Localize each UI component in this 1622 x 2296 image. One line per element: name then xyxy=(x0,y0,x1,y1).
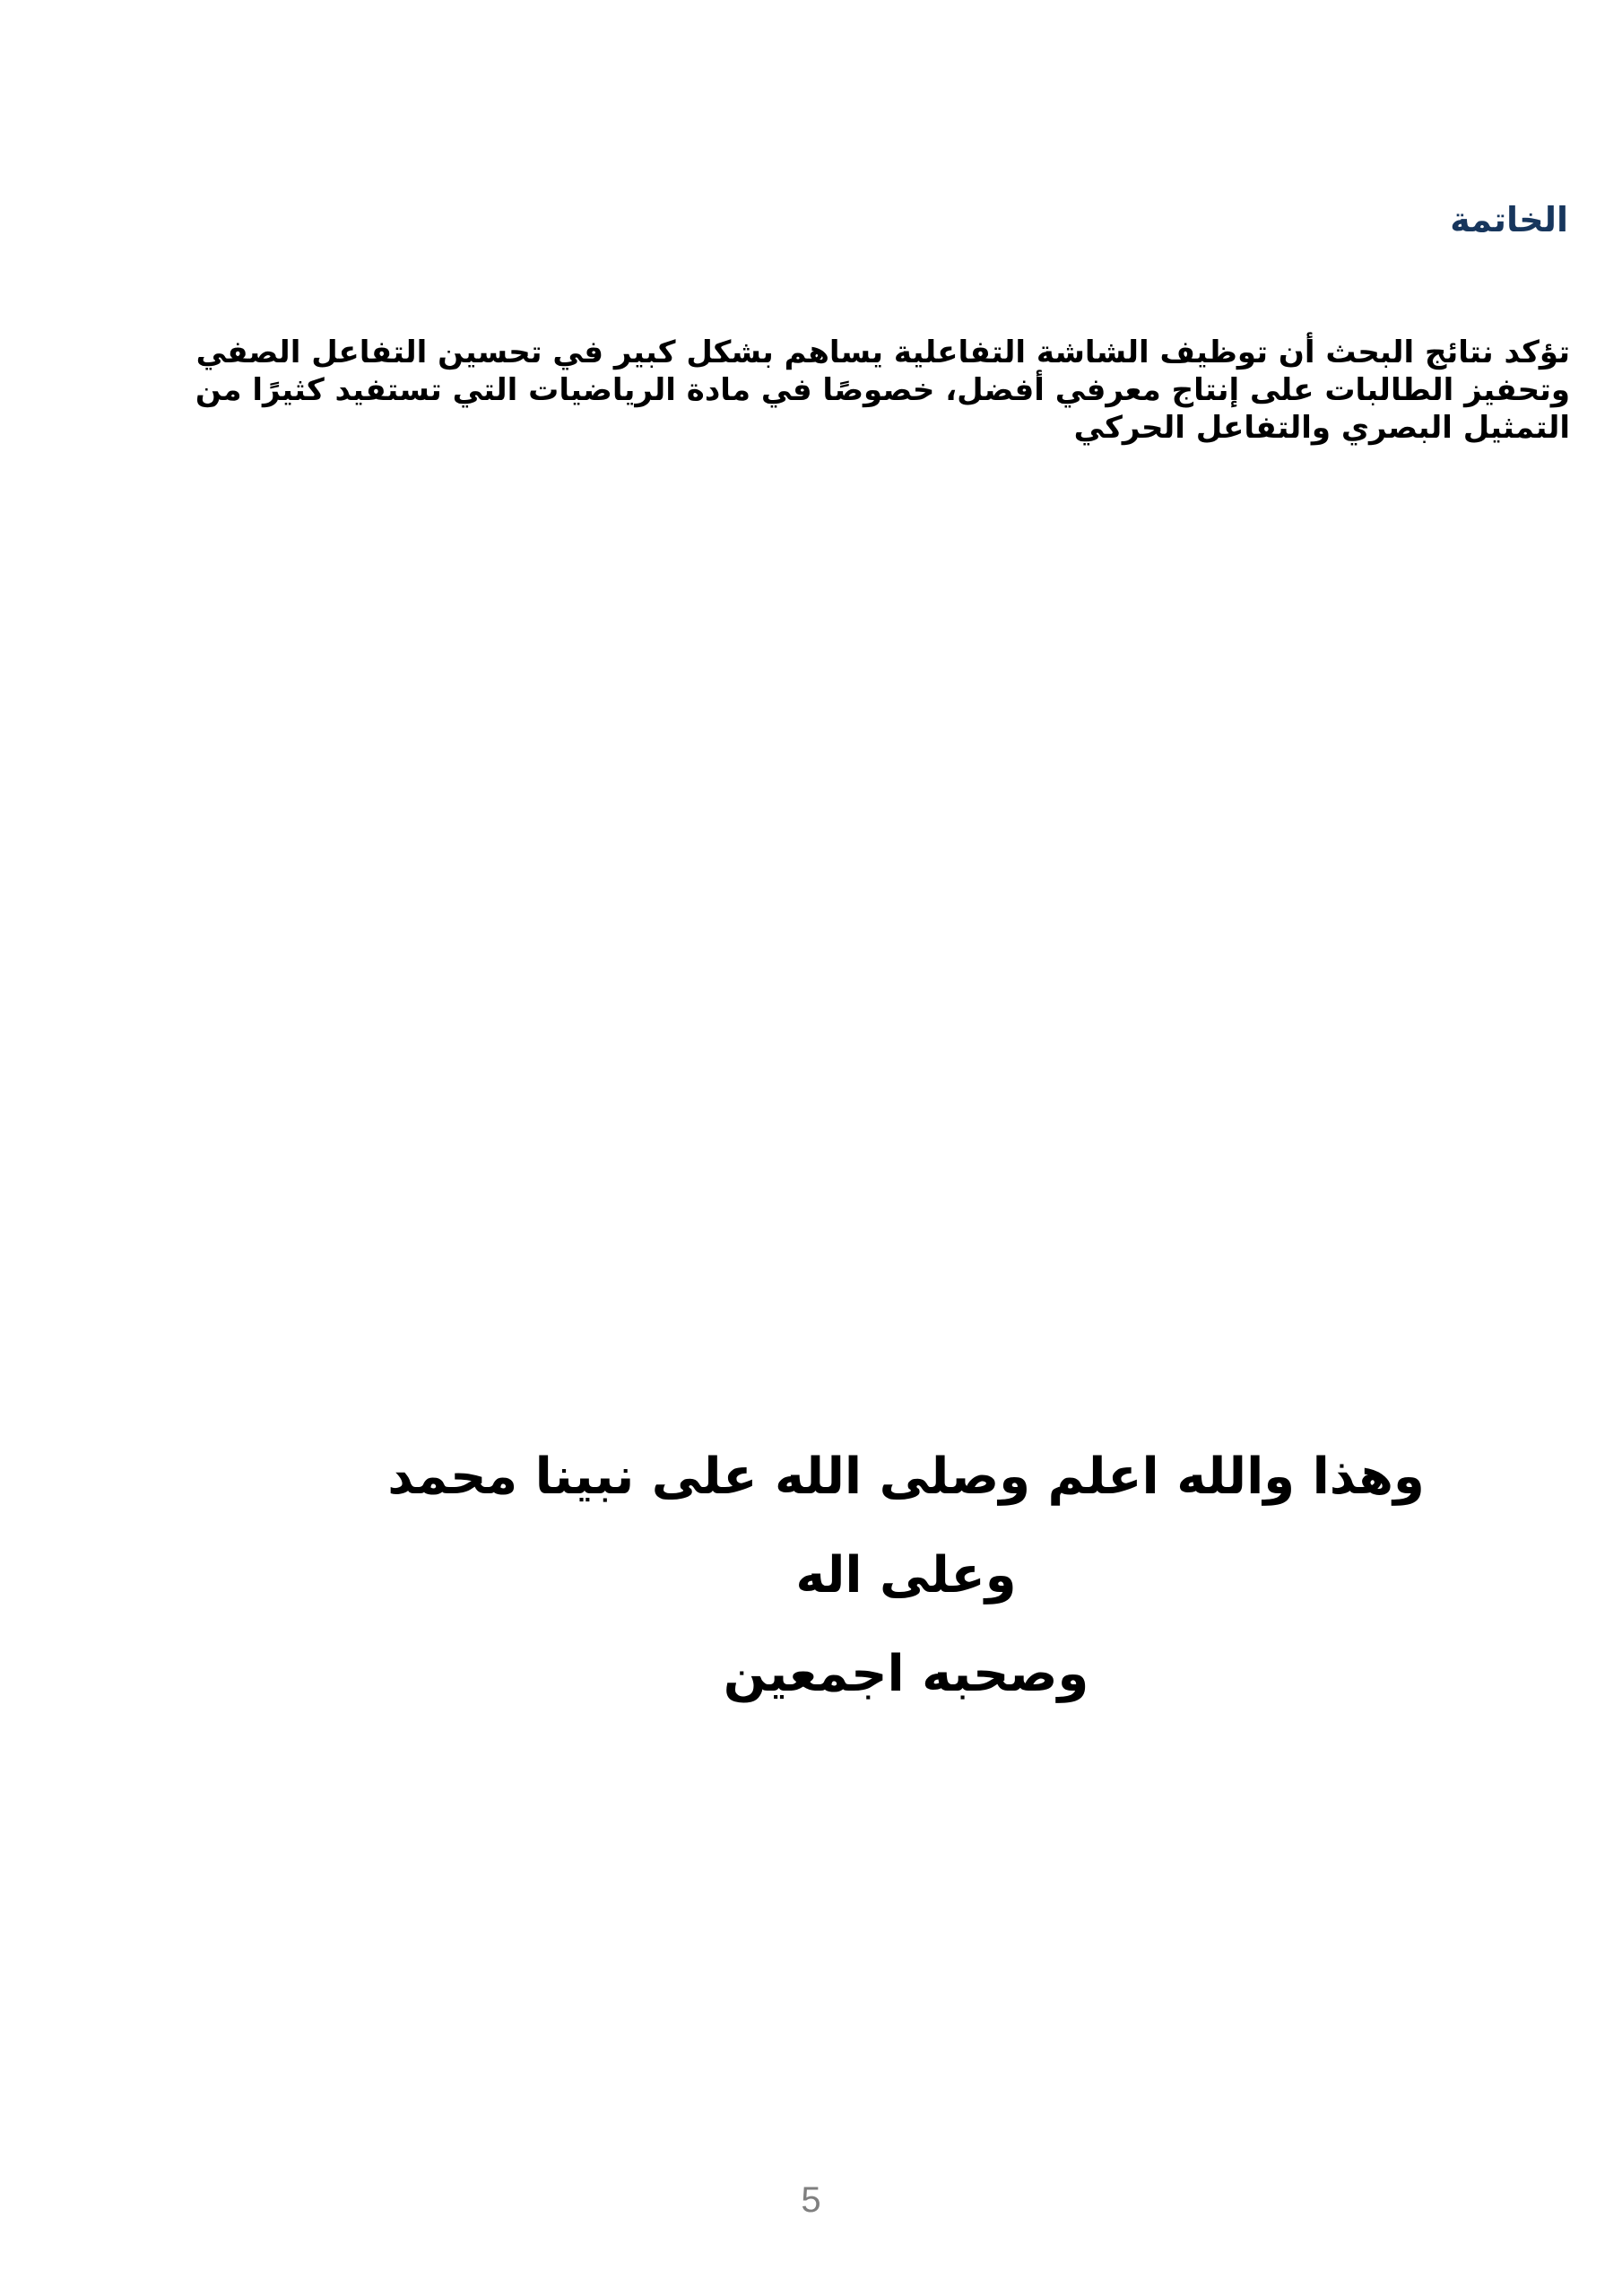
conclusion-heading: الخاتمة xyxy=(1450,200,1568,239)
conclusion-paragraph: تؤكد نتائج البحث أن توظيف الشاشة التفاعلية يساهم بشكل كبير في تحسين التفاعل الصفي وتحفيز الطالبات على إنتاج معرفي أفضل، خصوصًا في مادة الرياضيات التي تستفيد كثيرًا من التمثيل البصري والتفاعل الحركي xyxy=(195,335,1570,446)
closing-prayer xyxy=(359,1428,1453,1724)
closing-prayer-line-1: وهذا والله اعلم وصلى الله على نبينا محمد وعلى اله xyxy=(387,1448,1425,1605)
closing-prayer-line-2: وصحبه اجمعين xyxy=(723,1645,1089,1703)
page-number: 5 xyxy=(801,2180,821,2220)
